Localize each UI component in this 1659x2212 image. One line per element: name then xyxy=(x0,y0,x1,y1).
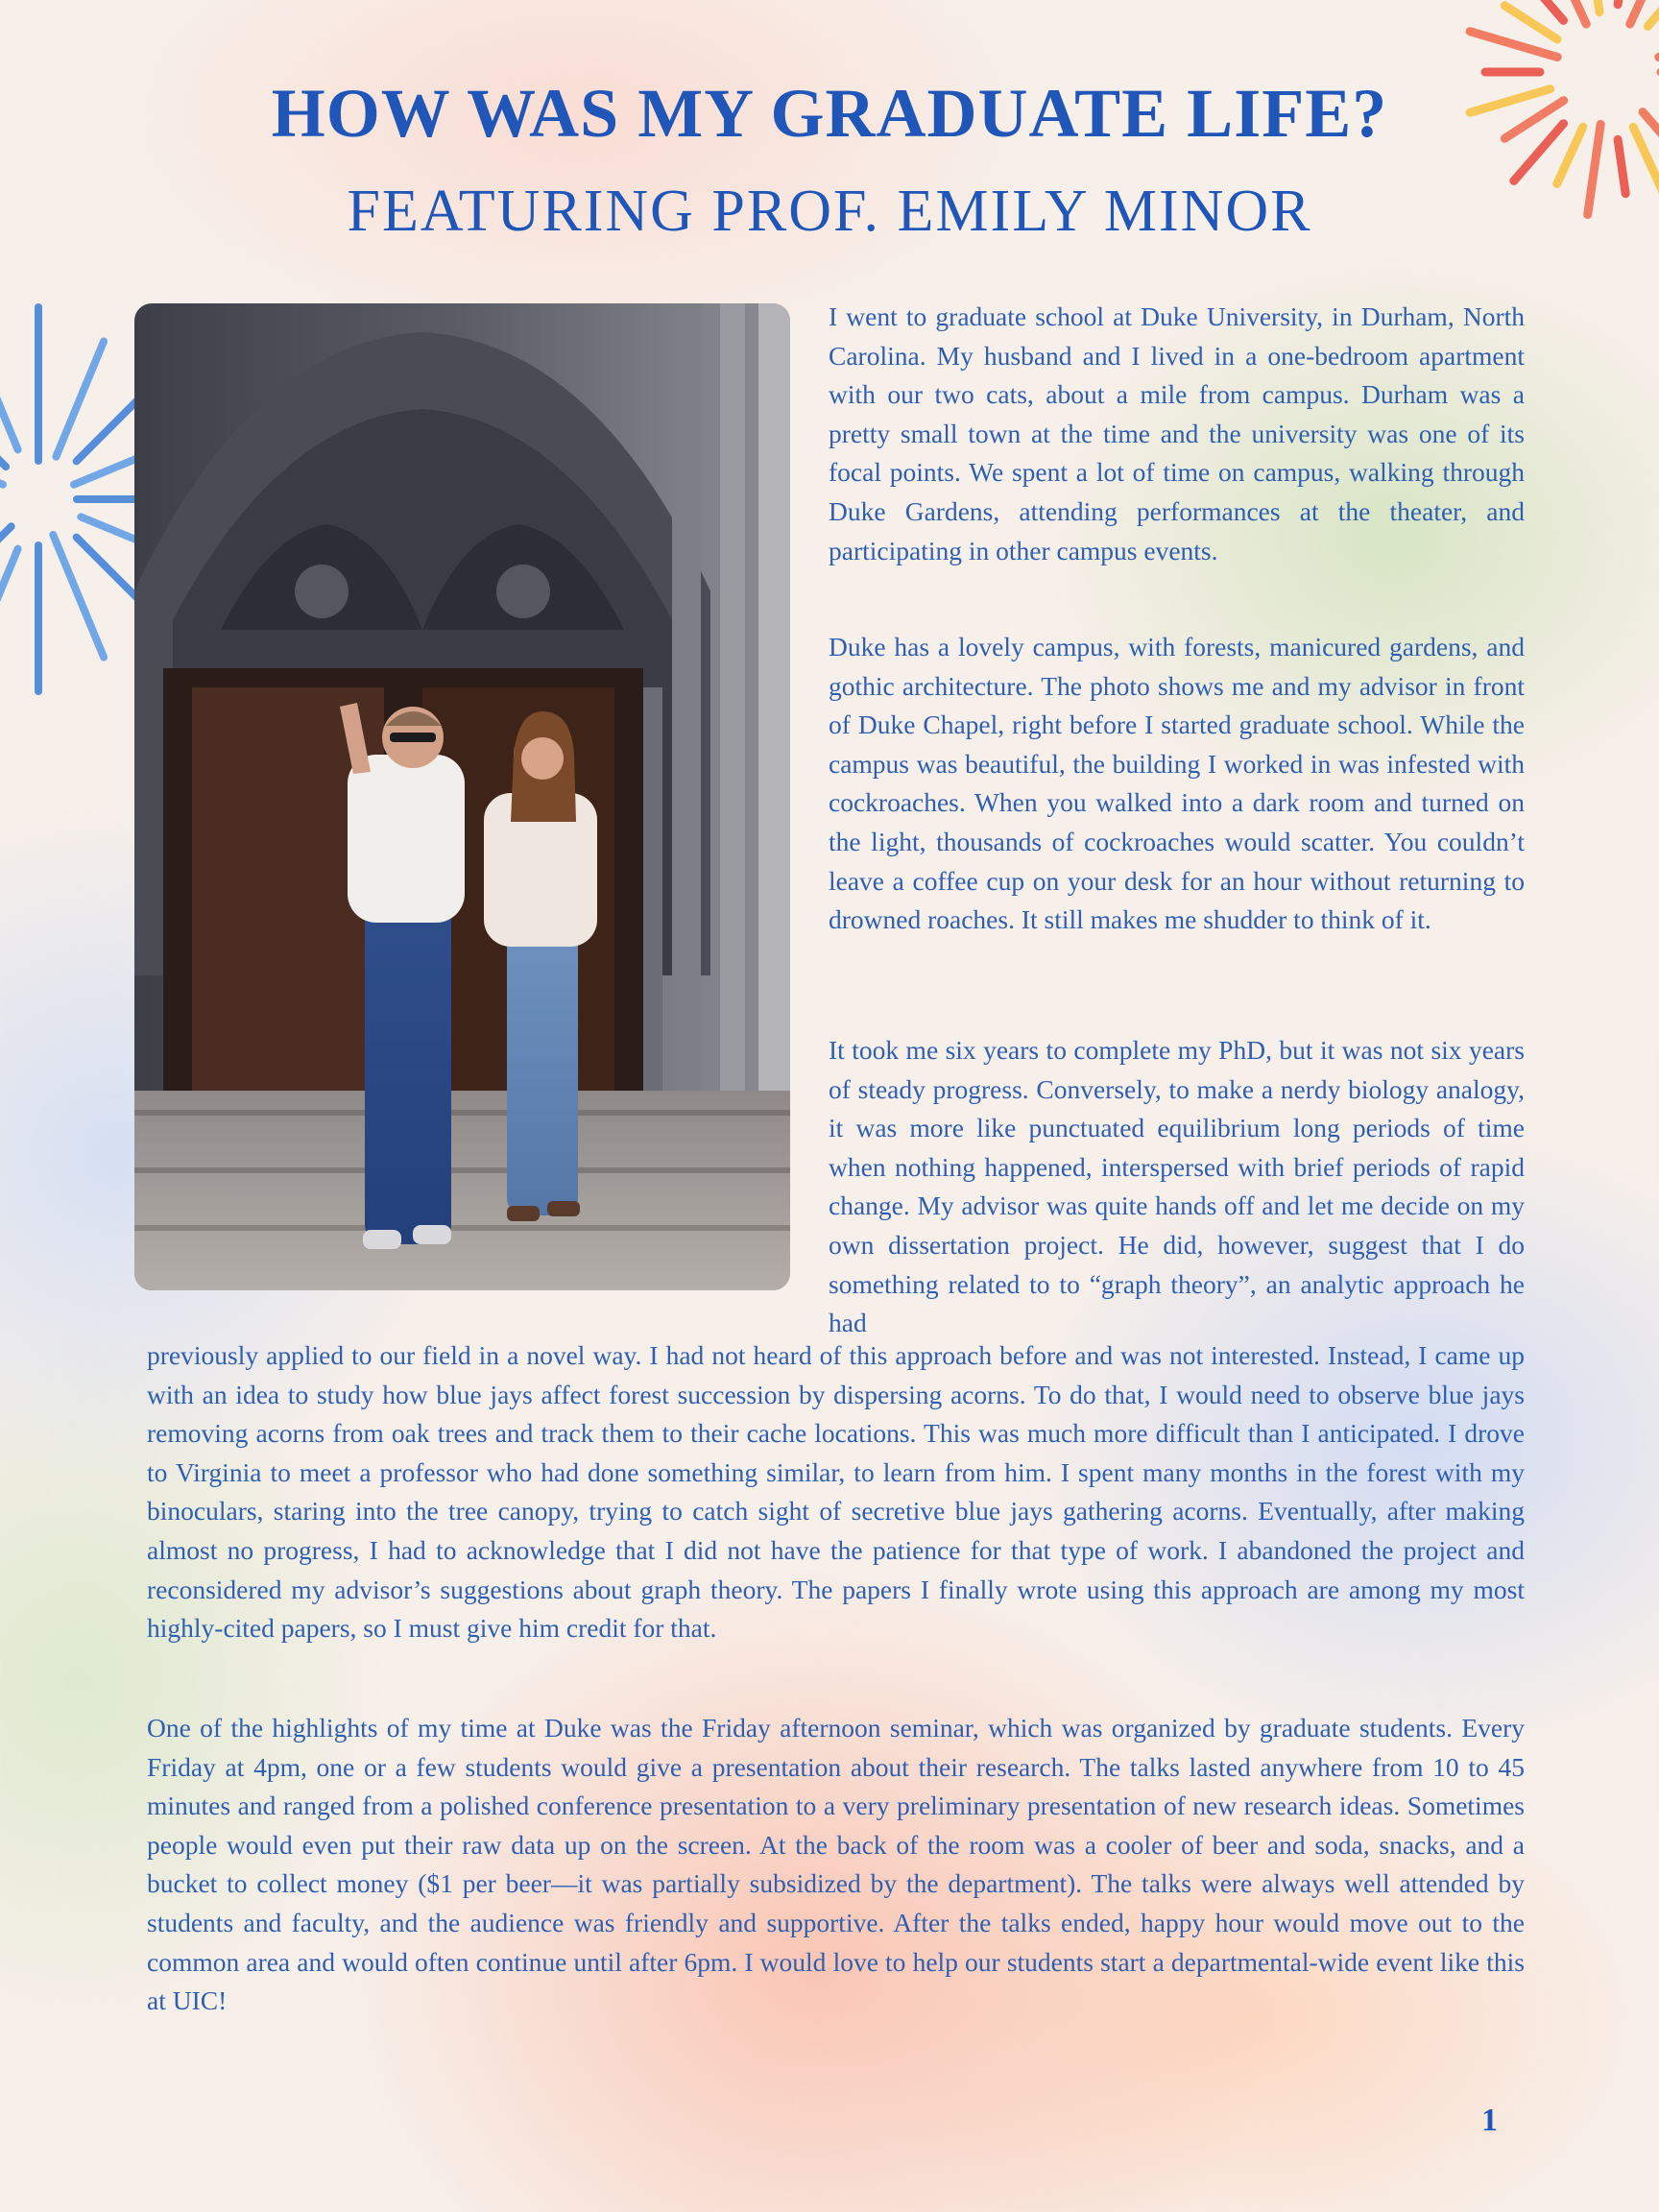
page-title: HOW WAS MY GRADUATE LIFE? xyxy=(271,75,1388,152)
page-subtitle: FEATURING PROF. EMILY MINOR xyxy=(347,179,1312,244)
firework-ray xyxy=(1618,0,1625,5)
duke-chapel-photo xyxy=(134,303,790,1290)
firework-ray xyxy=(1588,0,1599,12)
firework-ray xyxy=(0,549,18,658)
article-paragraph-1: I went to graduate school at Duke University, in Durham, North Carolina. My husband and I lived in a one-bedroom apartment with our two cats, about a mile from campus. Durham was a pretty small town at the time and the university was one of its focal points. We spent a lot of time on campus, walking through Duke Gardens, attending performances at the theater, and participating in other campus events. xyxy=(829,301,1525,565)
article-paragraph-3-part-2: previously applied to our field in a novel way. I had not heard of this approach before and was not interested. Instead, I came up with an idea to study how blue jays affect forest succession by dispersing acorns. To do that, I would need to observe blue jays removing acorns from oak trees and track them to their cache locations. This was much more difficult than I anticipated. I drove to Virginia to meet a professor who had done something similar, to learn from him. I spent many months in the forest with my binoculars, staring into the tree canopy, trying to catch sight of secretive blue jays gathering acorns. Eventually, after making almost no progress, I had to acknowledge that I did not have the patience for that type of work. I abandoned the project and reconsidered my advisor’s suggestions about graph theory. The papers I finally wrote using this approach are among my most highly-cited papers, so I must give him credit for that. xyxy=(147,1340,1525,1644)
article-paragraph-2: Duke has a lovely campus, with forests, manicured gardens, and gothic architecture. The photo shows me and my advisor in front of Duke Chapel, right before I started graduate school. While the campus was beautiful, the building I worked in was infested with cockroaches. When you walked into a dark room and turned on the light, thousands of cockroaches would scatter. You couldn’t leave a coffee cup on your desk for an hour without returning to drowned roaches. It still makes me shudder to think of it. xyxy=(829,632,1525,935)
article-paragraph-4: One of the highlights of my time at Duke was the Friday afternoon seminar, which was organized by graduate students. Every Friday at 4pm, one or a few students would give a presentation about their research. The talks lasted anywhere from 10 to 45 minutes and ranged from a polished conference presentation to a very preliminary presentation of new research ideas. Sometimes people would even put their raw data up on the screen. At the back of the room was a cooler of beer and soda, snacks, and a bucket to collect money ($1 per beer—it was partially subsidized by the department). The talks were always well attended by students and faculty, and the audience was friendly and supportive. After the talks ended, happy hour would move out to the common area and would often continue until after 6pm. I would love to help our students start a departmental-wide event like this at UIC! xyxy=(147,1713,1525,2016)
article-paragraph-3-part-1: It took me six years to complete my PhD, but it was not six years of steady progress. Conversely, to make a nerdy biology analogy, it was more like punctuated equilibrium long periods of time when nothing happened, interspersed with brief periods of rapid change. My advisor was quite hands off and let me decide on my own dissertation project. He did, however, suggest that I do something related to to “graph theory”, an analytic approach he had xyxy=(829,1035,1525,1338)
firework-ray xyxy=(1647,0,1659,26)
firework-ray xyxy=(0,342,18,450)
page-number: 1 xyxy=(1481,2103,1498,2138)
